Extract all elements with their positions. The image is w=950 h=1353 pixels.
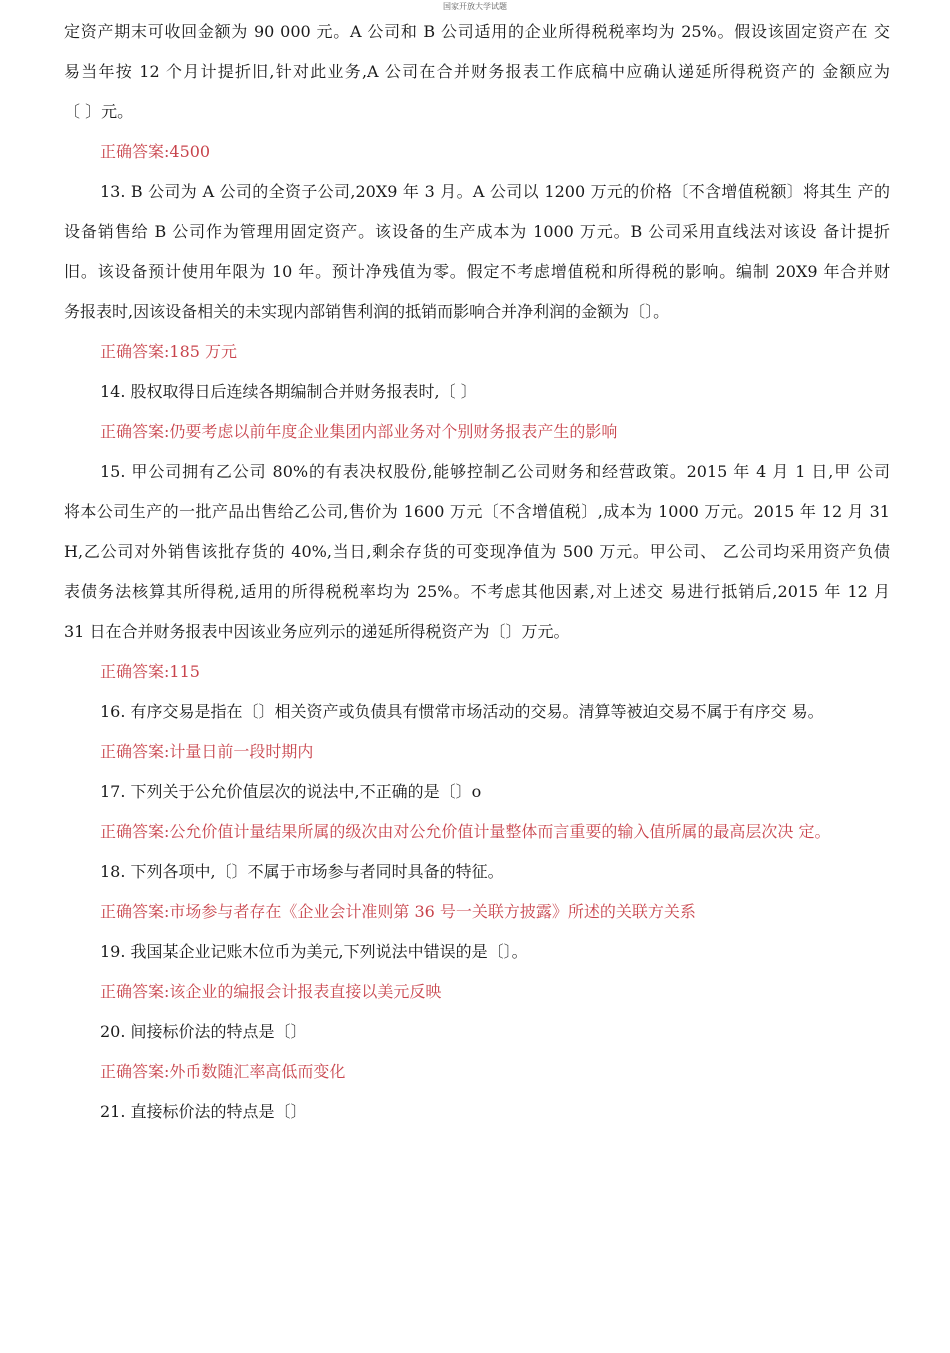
question-18-block: [64, 852, 890, 932]
correct-answer: 正确答案:115: [100, 662, 200, 681]
correct-answer: 正确答案:市场参与者存在《企业会计准则第 36 号一关联方披露》所述的关联方关系: [100, 902, 696, 921]
question-text-line: 定资产期末可收回金额为 90 000 元。A 公司和 B 公司适用的企业所得税税率均为 25%。假设该固定资产在 交: [64, 22, 890, 41]
question-text-line: 17. 下列关于公允价值层次的说法中,不正确的是〔〕o: [100, 782, 482, 801]
correct-answer: 正确答案:仍要考虑以前年度企业集团内部业务对个别财务报表产生的影响: [100, 422, 618, 441]
question-text-line: 易当年按 12 个月计提折旧,针对此业务,A 公司在合并财务报表工作底稿中应确认递延所得税资产的 金额应为: [64, 62, 890, 81]
question-13-block: [64, 172, 890, 372]
question-text-line: 19. 我国某企业记账木位币为美元,下列说法中错误的是〔〕。: [100, 942, 528, 961]
question-text-line: 13. B 公司为 A 公司的全资子公司,20X9 年 3 月。A 公司以 1200 万元的价格〔不含增值税额〕将其生 产的: [100, 182, 890, 201]
question-text-line: 31 日在合并财务报表中因该业务应列示的递延所得税资产为〔〕万元。: [64, 622, 570, 641]
question-text-line: 〔 〕元。: [64, 102, 134, 121]
question-text-line: 旧。该设备预计使用年限为 10 年。预计净残值为零。假定不考虑增值税和所得税的影响。编制 20X9 年合并财: [64, 262, 890, 281]
question-19-block: [64, 932, 890, 1012]
correct-answer: 正确答案:4500: [100, 142, 211, 161]
question-text-line: H,乙公司对外销售该批存货的 40%,当日,剩余存货的可变现净值为 500 万元。甲公司、 乙公司均采用资产负债: [64, 542, 890, 561]
page-header: 国家开放大学试题: [443, 2, 507, 11]
question-15-block: [64, 452, 890, 692]
question-text-line: 20. 间接标价法的特点是〔〕: [100, 1022, 307, 1041]
question-text-line: 14. 股权取得日后连续各期编制合并财务报表时,〔 〕: [100, 382, 477, 401]
correct-answer: 正确答案:外币数随汇率高低而变化: [100, 1062, 346, 1081]
question-16-block: [64, 692, 890, 772]
question-21-block: [64, 1092, 890, 1132]
question-12-block: [64, 12, 890, 172]
question-text-line: 务报表时,因该设备相关的未实现内部销售利润的抵销而影响合并净利润的金额为〔〕。: [64, 302, 670, 321]
question-text-line: 18. 下列各项中,〔〕不属于市场参与者同时具备的特征。: [100, 862, 504, 881]
question-text-line: 21. 直接标价法的特点是〔〕: [100, 1102, 307, 1121]
document-body: [64, 12, 890, 1132]
question-text-line: 16. 有序交易是指在〔〕相关资产或负债具有惯常市场活动的交易。清算等被迫交易不属于有序交 易。: [100, 702, 824, 721]
correct-answer: 正确答案:公允价值计量结果所属的级次由对公允价值计量整体而言重要的输入值所属的最高层次决 定。: [100, 822, 831, 841]
question-text-line: 设备销售给 B 公司作为管理用固定资产。该设备的生产成本为 1000 万元。B 公司采用直线法对该设 备计提折: [64, 222, 890, 241]
question-20-block: [64, 1012, 890, 1092]
question-text-line: 表债务法核算其所得税,适用的所得税税率均为 25%。不考虑其他因素,对上述交 易进行抵销后,2015 年 12 月: [64, 582, 890, 601]
question-text-line: 15. 甲公司拥有乙公司 80%的有表决权股份,能够控制乙公司财务和经营政策。2015 年 4 月 1 日,甲 公司: [100, 462, 890, 481]
correct-answer: 正确答案:计量日前一段时期内: [100, 742, 314, 761]
correct-answer: 正确答案:185 万元: [100, 342, 238, 361]
question-14-block: [64, 372, 890, 452]
correct-answer: 正确答案:该企业的编报会计报表直接以美元反映: [100, 982, 442, 1001]
question-17-block: [64, 772, 890, 852]
question-text-line: 将本公司生产的一批产品出售给乙公司,售价为 1600 万元〔不含增值税〕,成本为 1000 万元。2015 年 12 月 31: [64, 502, 890, 521]
